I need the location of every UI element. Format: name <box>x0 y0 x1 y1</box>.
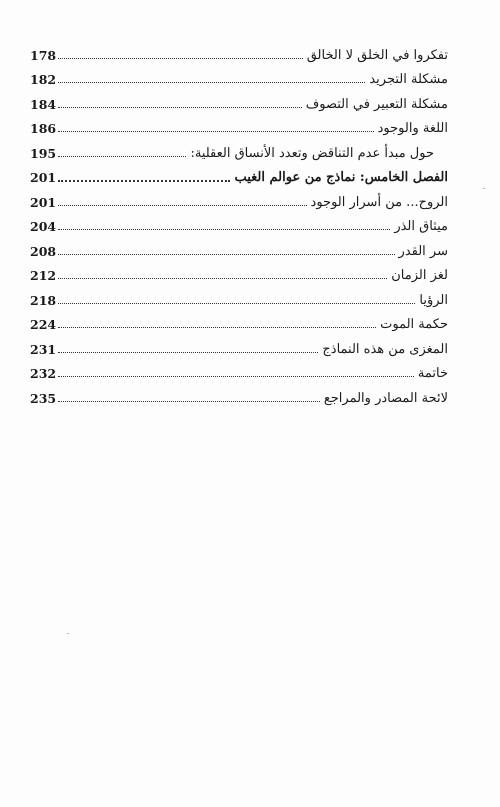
toc-page-number: 204 <box>30 219 57 235</box>
toc-entry <box>30 362 448 387</box>
paper-speck <box>483 188 485 189</box>
toc-leader-dots <box>58 303 415 304</box>
toc-entry-title: حكمة الموت <box>380 317 448 333</box>
toc-entry <box>30 337 448 362</box>
toc-page-number: 208 <box>30 243 57 259</box>
toc-entry-title: اللغة والوجود <box>377 121 448 137</box>
toc-leader-dots <box>58 107 302 108</box>
toc-entry <box>30 117 448 142</box>
toc-page-number: 195 <box>30 145 57 161</box>
toc-entry <box>30 313 448 338</box>
toc-entry-title: الرؤيا <box>419 292 448 308</box>
table-of-contents <box>30 43 448 411</box>
toc-entry-title: الروح... من أسرار الوجود <box>310 194 448 210</box>
toc-leader-dots <box>58 131 374 132</box>
toc-entry <box>30 43 448 68</box>
toc-entry-title: حول مبدأ عدم التناقض وتعدد الأنساق العقلية: <box>190 145 434 161</box>
toc-entry-title: سر القدر <box>398 243 448 259</box>
toc-page-number: 218 <box>30 292 57 308</box>
toc-entry-title: المغزى من هذه النماذج <box>322 341 448 357</box>
toc-entry-title: تفكروا في الخلق لا الخالق <box>306 47 448 63</box>
toc-page-number: 178 <box>30 47 57 63</box>
toc-leader-dots <box>58 229 390 230</box>
toc-leader-dots <box>58 156 186 157</box>
toc-entry <box>30 141 448 166</box>
toc-page-number: 224 <box>30 317 57 333</box>
toc-leader-dots <box>58 82 365 83</box>
toc-entry-title: مشكلة التجريد <box>369 72 448 88</box>
toc-page-number: 182 <box>30 72 57 88</box>
toc-page-number: 231 <box>30 341 57 357</box>
toc-page-number: 184 <box>30 96 57 112</box>
toc-entry <box>30 239 448 264</box>
toc-leader-dots <box>58 205 307 206</box>
toc-entry <box>30 386 448 411</box>
toc-entry <box>30 68 448 93</box>
paper-speck <box>67 633 69 634</box>
toc-entry-title: مشكلة التعبير في التصوف <box>305 96 448 112</box>
toc-chapter-heading <box>30 166 448 191</box>
toc-entry-title: لائحة المصادر والمراجع <box>323 390 448 406</box>
toc-entry <box>30 92 448 117</box>
toc-leader-dots <box>58 180 230 182</box>
toc-entry-title: خاتمة <box>417 366 448 382</box>
toc-entry <box>30 190 448 215</box>
toc-page-number: 201 <box>30 194 57 210</box>
toc-entry-title: لغز الزمان <box>391 268 448 284</box>
toc-leader-dots <box>58 58 303 59</box>
toc-leader-dots <box>58 254 395 255</box>
toc-leader-dots <box>58 352 318 353</box>
toc-entry <box>30 215 448 240</box>
toc-chapter-title: الفصل الخامس: نماذج من عوالم الغيب <box>234 170 448 186</box>
toc-leader-dots <box>58 401 320 402</box>
toc-page-number: 186 <box>30 121 57 137</box>
toc-entry-title: ميثاق الذر <box>394 219 448 235</box>
toc-page-number: 212 <box>30 268 57 284</box>
toc-leader-dots <box>58 376 414 377</box>
toc-leader-dots <box>58 278 387 279</box>
toc-page-number: 235 <box>30 390 57 406</box>
toc-page-number: 232 <box>30 366 57 382</box>
toc-leader-dots <box>58 327 376 328</box>
toc-entry <box>30 264 448 289</box>
toc-page-number: 201 <box>30 170 57 186</box>
toc-entry <box>30 288 448 313</box>
